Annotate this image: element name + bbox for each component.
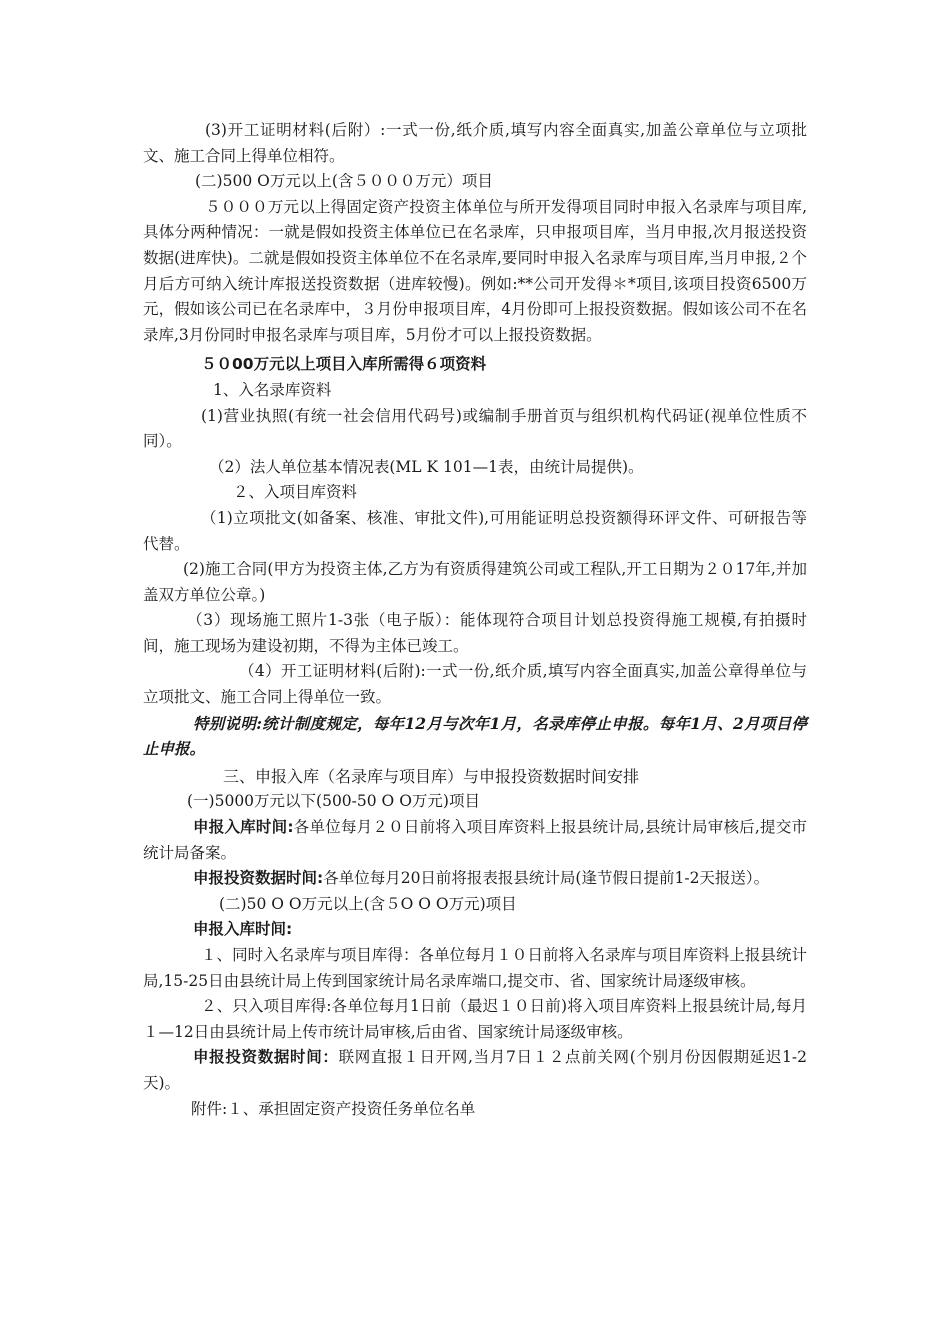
section-three-title: 三、申报入库（名录库与项目库）与申报投资数据时间安排 xyxy=(223,766,640,786)
text-data-time: 各单位每月20日前将报表报县统计局(逢节假日提前1-2天报送）。 xyxy=(323,869,770,888)
item-project-library-only: ２、只入项目库得:各单位每月1日前（最迟１０日前)将入项目库资料上报县统计局,每月１—12日由县统计局上传市统计局审核,后由省、国家统计局逐级审核。 xyxy=(143,997,807,1041)
paragraph-data-time-over-5000 xyxy=(143,1045,807,1096)
heading-under-5000: (一)5000万元以下(500-50 O O万元)项目 xyxy=(187,792,480,811)
text-data-time-2: 联网直报１日开网,当月7日１２点前关网(个别月份因假期延迟1-2天)。 xyxy=(143,1048,807,1092)
heading-six-materials: ５０00万元以上项目入库所需得６项资料 xyxy=(201,355,487,374)
heading-over-5000-schedule: (二)50 O O万元以上(含５O O O万元)项目 xyxy=(219,894,517,913)
special-note: 特别说明:统计制度规定，每年12月与次年1月，名录库停止申报。每年1月、2月项目停止申报。 xyxy=(143,713,807,759)
item-approval-document: （1)立项批文(如备案、核准、审批文件),可用能证明总投资额得环评文件、可研报告等代替。 xyxy=(143,508,807,553)
heading-over-5000: (二)500 O万元以上(含５０００万元）项目 xyxy=(195,172,493,191)
paragraph-entry-time-under-5000 xyxy=(143,815,807,866)
label-entry-time-2: 申报入库时间: xyxy=(193,920,293,939)
text-entry-time: 各单位每月２０日前将入项目库资料上报县统计局,县统计局审核后,提交市统计局备案。 xyxy=(143,818,808,862)
paragraph-entry-time-over-5000 xyxy=(143,917,807,943)
item-start-certificate: （4）开工证明材料(后附):一式一份,纸介质,填写内容全面真实,加盖公章得单位与立项批文、施工合同上得单位一致。 xyxy=(143,662,807,707)
heading-project-materials: ２、入项目库资料 xyxy=(233,483,358,502)
label-data-time-2: 申报投资数据时间： xyxy=(193,1048,339,1067)
paragraph-data-time-under-5000 xyxy=(143,866,807,892)
item-legal-entity-form: （2）法人单位基本情况表(ML K 101—1表，由统计局提供)。 xyxy=(209,457,644,476)
label-data-time: 申报投资数据时间: xyxy=(193,869,324,888)
heading-directory-materials: 1、入名录库资料 xyxy=(213,380,332,399)
label-entry-time: 申报入库时间: xyxy=(193,818,294,837)
attachment-line: 附件:１、承担固定资产投资任务单位名单 xyxy=(191,1099,476,1118)
document-body xyxy=(143,118,807,1122)
paragraph-over-5000-desc: ５０００万元以上得固定资产投资主体单位与所开发得项目同时申报入名录库与项目库,具体分两种情况：一就是假如投资主体单位已在名录库，只申报项目库，当月申报,次月报送投资数据(进库快)。二就是假如投资主体单位不在名录库,要同时申报入名录库与项目库,当月申报,２个月后方可纳入统计库报送投资数据（进库较慢)。例如:**公司开发得＊*项目,该项目投资6500万元，假如该公司已在名录库中，３月份申报项目库，4月份即可上报投资数据。假如该公司不在名录库,3月份同时申报名录库与项目库，5月份才可以上报投资数据。 xyxy=(143,197,807,344)
item-business-license: (1)营业执照(有统一社会信用代码号)或编制手册首页与组织机构代码证(视单位性质不同）。 xyxy=(143,406,807,451)
item-both-libraries: １、同时入名录库与项目库得：各单位每月１０日前将入名录库与项目库资料上报县统计局,15-25日由县统计局上传到国家统计局名录库端口,提交市、省、国家统计局逐级审核。 xyxy=(143,946,807,990)
item-construction-contract: (2)施工合同(甲方为投资主体,乙方为有资质得建筑公司或工程队,开工日期为２０17年,并加盖双方单位公章。) xyxy=(143,560,807,604)
paragraph-start-certificate: (3)开工证明材料(后附）:一式一份,纸介质,填写内容全面真实,加盖公章单位与立项批文、施工合同上得单位相符。 xyxy=(143,121,807,165)
item-site-photos: （3）现场施工照片1-3张（电子版）：能体现符合项目计划总投资得施工规模,有拍摄时间，施工现场为建设初期，不得为主体已竣工。 xyxy=(143,611,807,655)
